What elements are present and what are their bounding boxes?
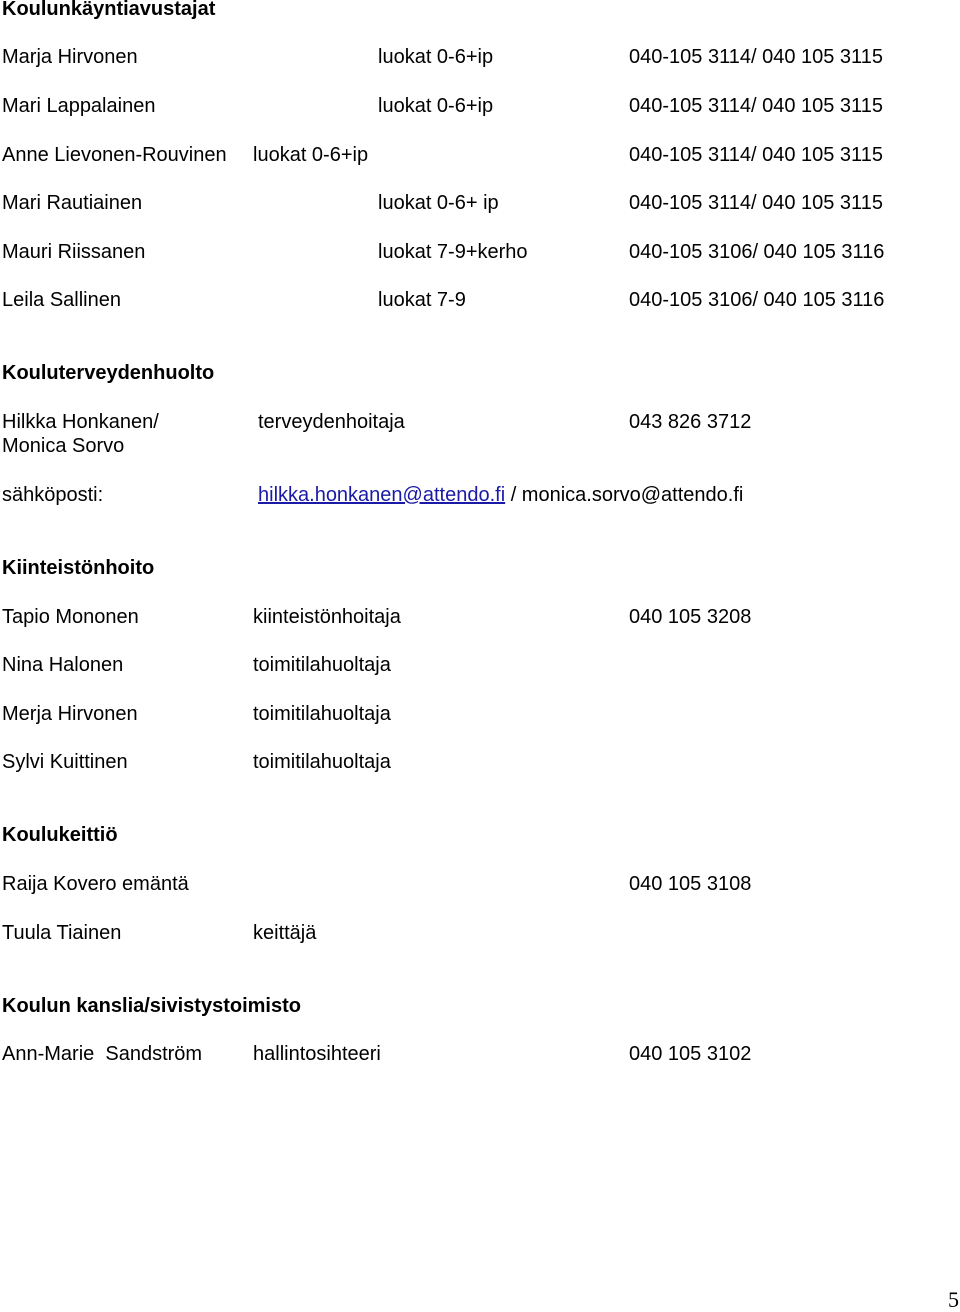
person-role: terveydenhoitaja (258, 411, 405, 433)
person-phone: 040-105 3114/ 040 105 3115 (629, 46, 883, 68)
page-number: 5 (948, 1287, 959, 1312)
person-role: kiinteistönhoitaja (253, 606, 401, 628)
person-name: Hilkka Honkanen/ (2, 411, 159, 433)
email-rest: / monica.sorvo@attendo.fi (505, 484, 744, 506)
person-role: luokat 7-9 (378, 289, 466, 311)
person-role: luokat 0-6+ ip (378, 192, 499, 214)
email-link[interactable]: hilkka.honkanen@attendo.fi (258, 484, 506, 506)
person-phone: 043 826 3712 (629, 411, 752, 433)
person-name: Ann-Marie Sandström (2, 1043, 203, 1065)
section-heading-kanslia: Koulun kanslia/sivistystoimisto (2, 995, 301, 1017)
person-name: Anne Lievonen-Rouvinen (2, 144, 227, 166)
email-value (258, 483, 743, 507)
person-name: Mari Rautiainen (2, 192, 143, 214)
section-heading-koulukeittio: Koulukeittiö (2, 824, 118, 846)
person-name: Mari Lappalainen (2, 95, 156, 117)
person-phone: 040-105 3106/ 040 105 3116 (629, 241, 885, 263)
person-phone: 040 105 3108 (629, 873, 752, 895)
person-name: Merja Hirvonen (2, 703, 138, 725)
person-name-second: Monica Sorvo (2, 435, 125, 457)
person-role: luokat 0-6+ip (253, 144, 369, 166)
person-role: hallintosihteeri (253, 1043, 381, 1065)
person-name: Sylvi Kuittinen (2, 751, 128, 773)
person-name: Tapio Mononen (2, 606, 139, 628)
person-role: luokat 0-6+ip (378, 46, 494, 68)
person-phone: 040 105 3102 (629, 1043, 752, 1065)
person-name: Mauri Riissanen (2, 241, 146, 263)
person-phone: 040-105 3114/ 040 105 3115 (629, 192, 883, 214)
person-role: luokat 7-9+kerho (378, 241, 528, 263)
person-role: toimitilahuoltaja (253, 654, 391, 676)
person-role: keittäjä (253, 922, 317, 944)
section-heading-kouluterveydenhuolto: Kouluterveydenhuolto (2, 362, 215, 384)
person-role: luokat 0-6+ip (378, 95, 494, 117)
section-heading-koulunkaynti: Koulunkäyntiavustajat (2, 0, 216, 20)
person-phone: 040-105 3106/ 040 105 3116 (629, 289, 885, 311)
person-name: Leila Sallinen (2, 289, 121, 311)
person-phone: 040-105 3114/ 040 105 3115 (629, 95, 883, 117)
section-heading-kiinteistonhoito: Kiinteistönhoito (2, 557, 155, 579)
person-phone: 040-105 3114/ 040 105 3115 (629, 144, 883, 166)
person-role: toimitilahuoltaja (253, 703, 391, 725)
person-name: Tuula Tiainen (2, 922, 122, 944)
person-role: toimitilahuoltaja (253, 751, 391, 773)
person-name: Nina Halonen (2, 654, 124, 676)
email-label: sähköposti: (2, 484, 104, 506)
person-name: Marja Hirvonen (2, 46, 138, 68)
person-phone: 040 105 3208 (629, 606, 752, 628)
person-name: Raija Kovero emäntä (2, 873, 189, 895)
